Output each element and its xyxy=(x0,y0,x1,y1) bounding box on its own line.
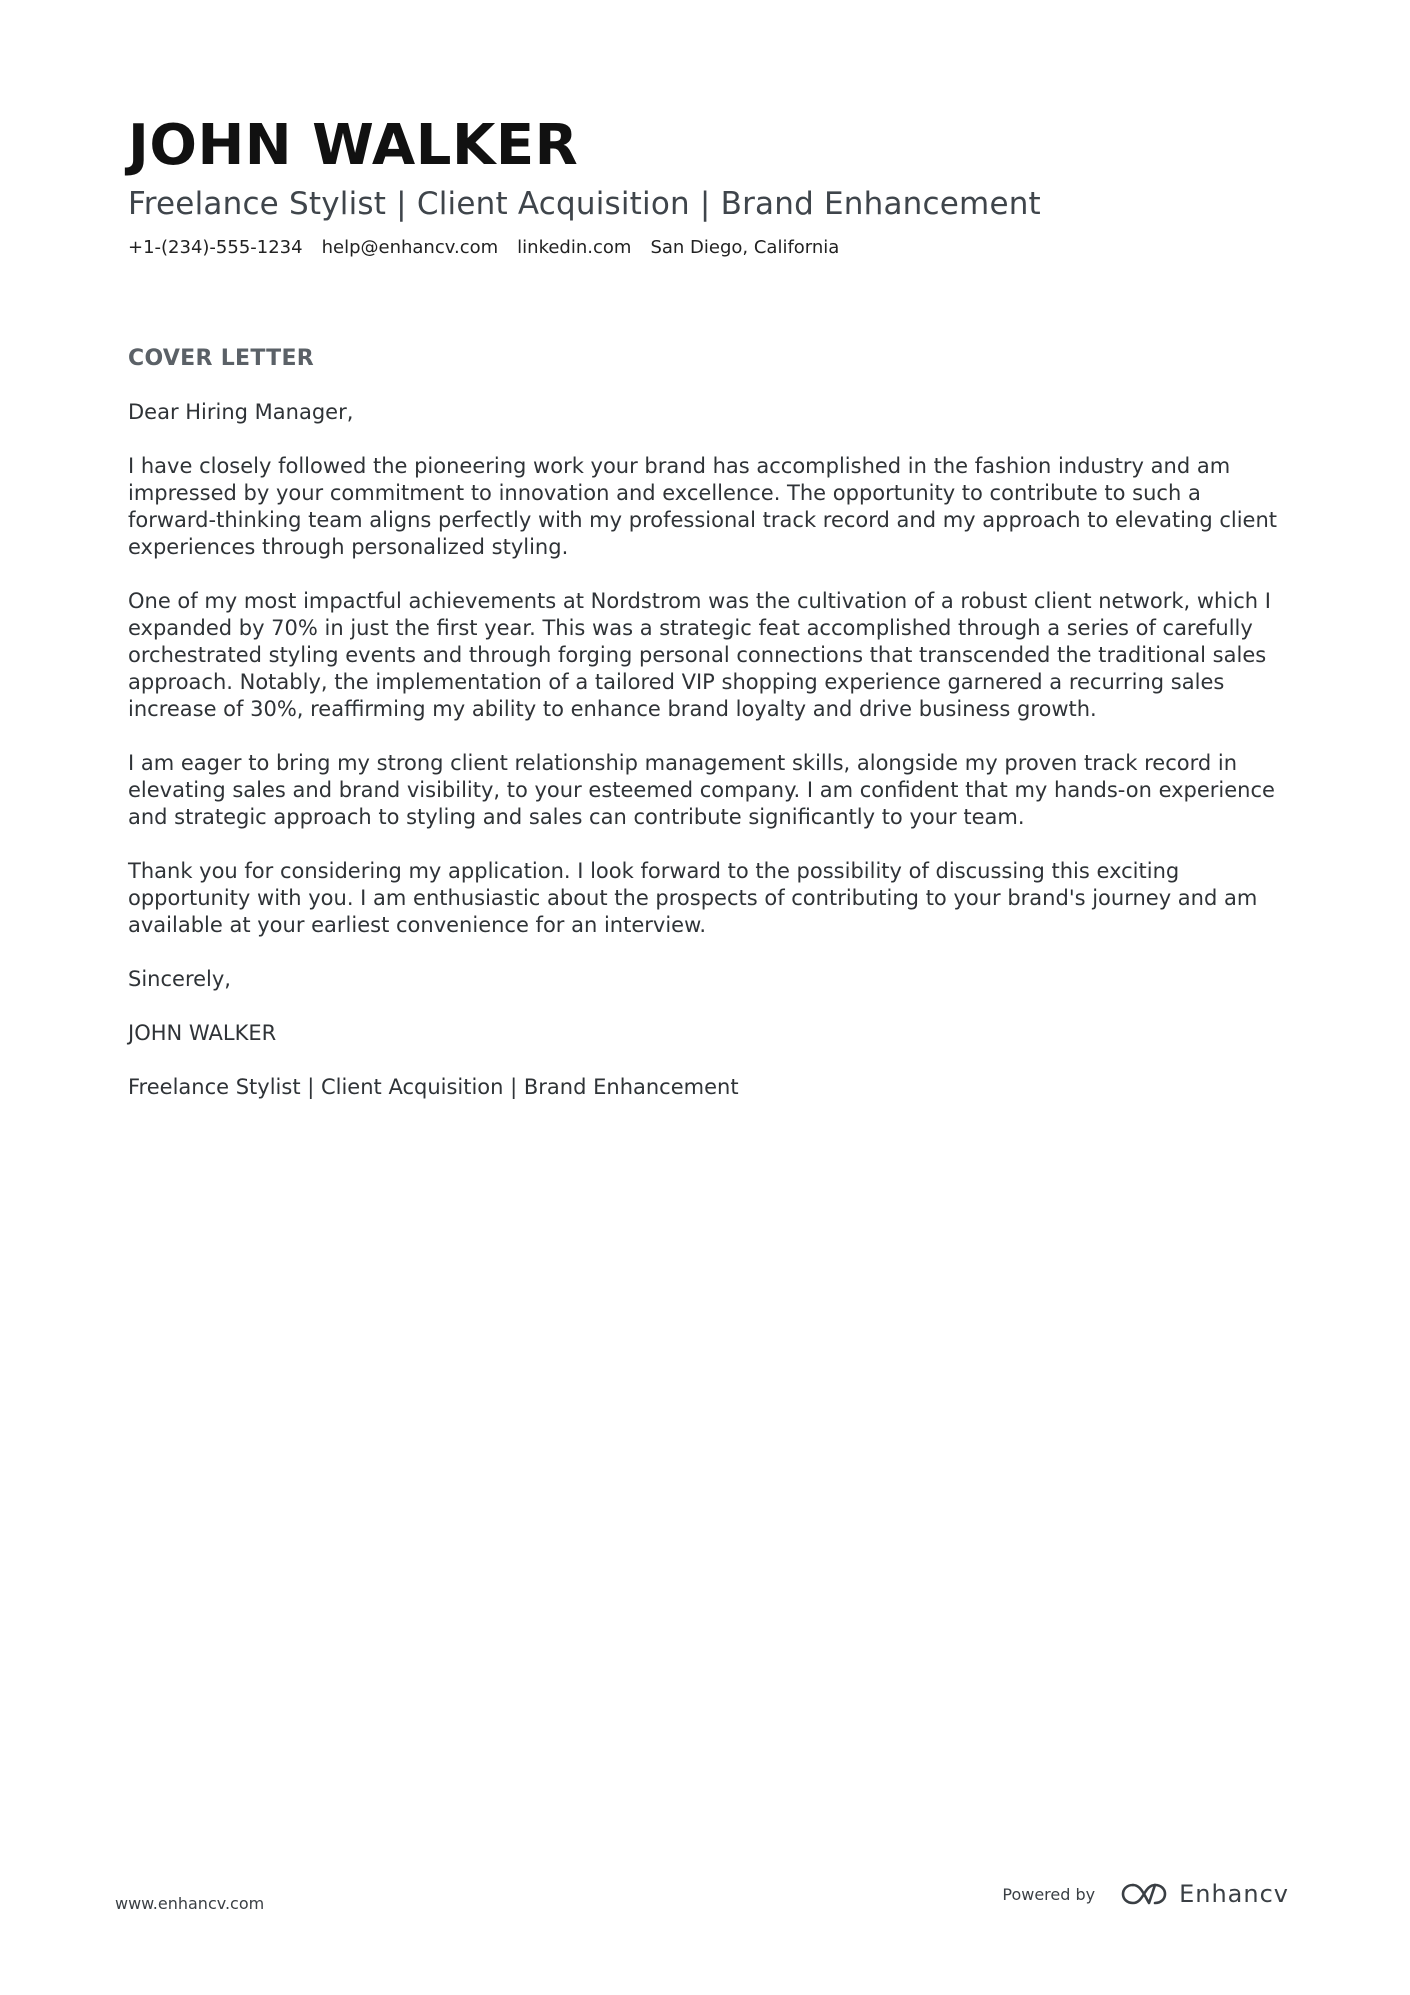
contact-email[interactable]: help@enhancv.com xyxy=(321,237,499,258)
brand-link[interactable] xyxy=(1121,1880,1289,1908)
paragraph-4: Thank you for considering my application. I look forward to the possibility of discussing this exciting opportunity with you. I am enthusiastic about the prospects of contributing to your brand's journey and am available at your earliest convenience for an interview. xyxy=(128,859,1258,937)
candidate-headline: Freelance Stylist | Client Acquisition | Brand Enhancement xyxy=(128,186,1041,222)
brand-name: Enhancv xyxy=(1179,1880,1289,1908)
contact-location: San Diego, California xyxy=(650,237,840,258)
paragraph-1: I have closely followed the pioneering work your brand has accomplished in the fashion industry and am impressed by your commitment to innovation and excellence. The opportunity to contribute to such a forward-thinking team aligns perfectly with my professional track record and my approach to elevating client experiences through personalized styling. xyxy=(128,454,1278,559)
footer-branding xyxy=(1002,1880,1289,1908)
enhancv-logo-icon xyxy=(1121,1881,1167,1907)
candidate-name: JOHN WALKER xyxy=(128,113,579,178)
paragraph-3: I am eager to bring my strong client relationship management skills, alongside my proven track record in elevating sales and brand visibility, to your esteemed company. I am confident that my hands-on experience and strategic approach to styling and sales can contribute significantly to your team. xyxy=(128,751,1275,829)
contact-phone: +1-(234)-555-1234 xyxy=(128,237,303,258)
contact-info xyxy=(128,236,1288,260)
greeting: Dear Hiring Manager, xyxy=(128,400,354,424)
header xyxy=(128,112,1288,260)
signature-title: Freelance Stylist | Client Acquisition | Brand Enhancement xyxy=(128,1075,739,1099)
contact-linkedin[interactable]: linkedin.com xyxy=(517,237,632,258)
signature-name: JOHN WALKER xyxy=(128,1021,277,1045)
paragraph-2: One of my most impactful achievements at Nordstrom was the cultivation of a robust client network, which I expanded by 70% in just the first year. This was a strategic feat accomplished through a series of carefully orchestrated styling events and through forging personal connections that transcended the traditional sales approach. Notably, the implementation of a tailored VIP shopping experience garnered a recurring sales increase of 30%, reaffirming my ability to enhance brand loyalty and drive business growth. xyxy=(128,589,1271,721)
section-title: COVER LETTER xyxy=(128,346,315,371)
powered-by-label: Powered by xyxy=(1002,1884,1096,1904)
closing: Sincerely, xyxy=(128,967,231,991)
letter-body xyxy=(128,345,1293,1128)
footer-website[interactable]: www.enhancv.com xyxy=(115,1894,265,1913)
